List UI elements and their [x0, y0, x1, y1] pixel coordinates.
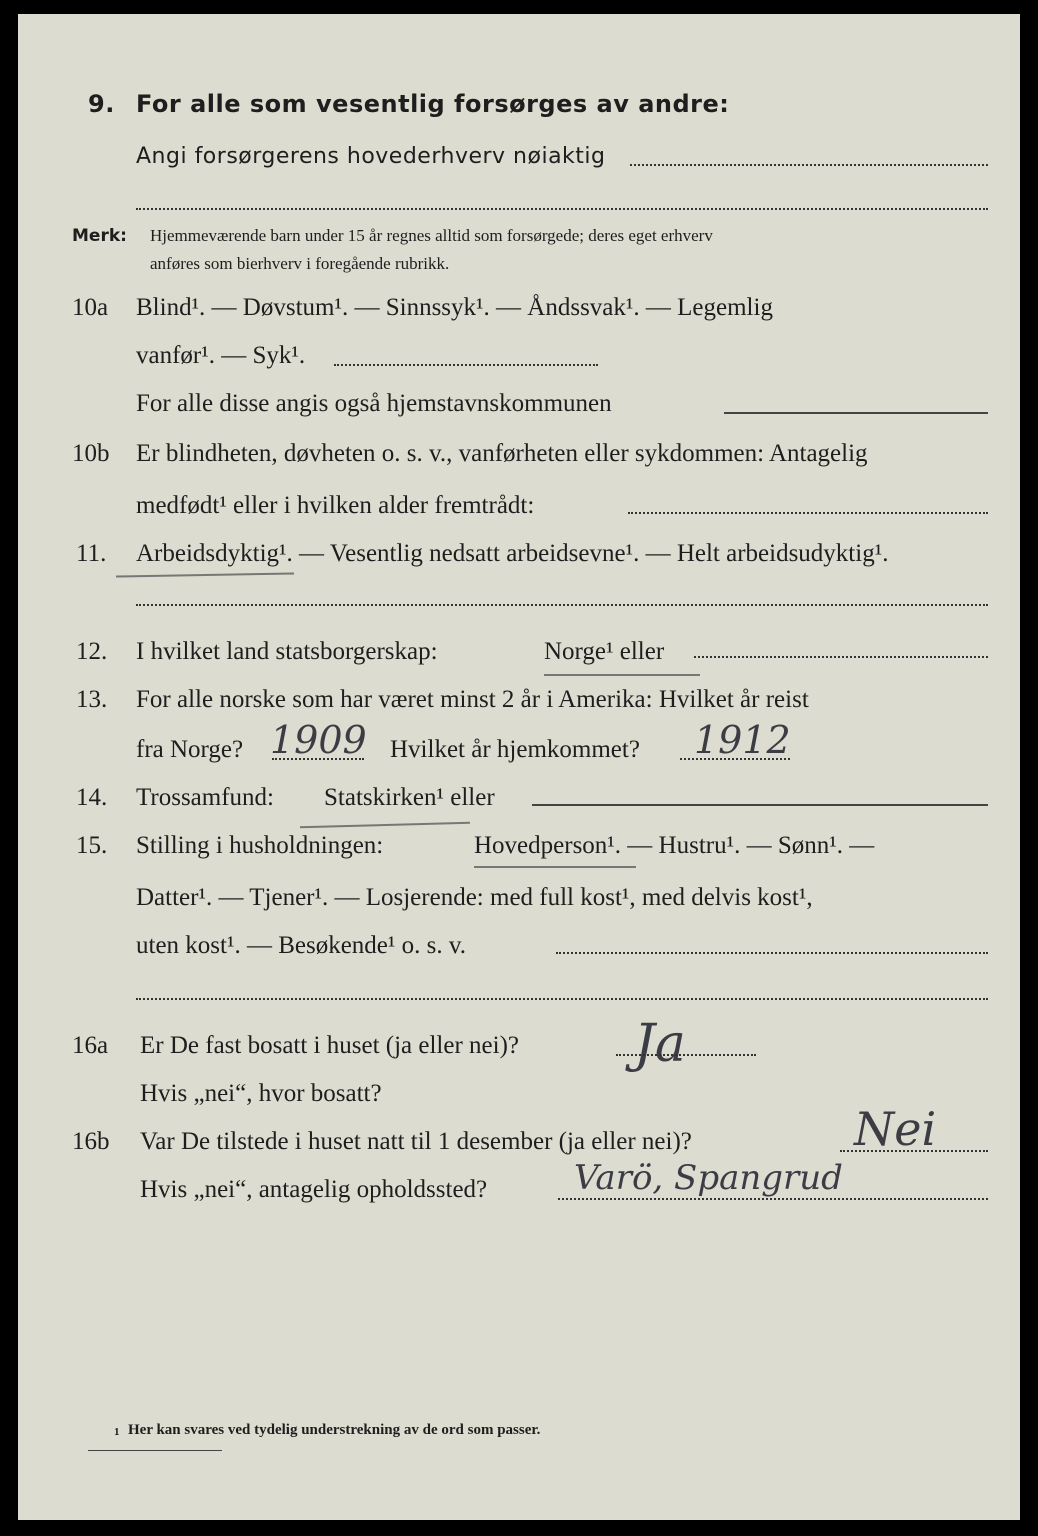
q13-departure-label: fra Norge? [136, 736, 244, 763]
q10a-options-line-2: vanfør¹. — Syk¹. [136, 342, 306, 369]
q15-answer-line[interactable] [556, 952, 988, 954]
q10a-sick-answer-line[interactable] [334, 364, 598, 366]
q9-title: For alle som vesentlig forsørges av andre: [136, 90, 730, 118]
q15-options-line-2: Datter¹. — Tjener¹. — Losjerende: med full kost¹, med delvis kost¹, [136, 884, 813, 911]
q12-question: I hvilket land statsborgerskap: [136, 638, 438, 665]
q16a-number: 16a [72, 1032, 109, 1059]
q9-number: 9. [88, 90, 115, 118]
q16a-answer-line[interactable] [616, 1054, 756, 1056]
q9-answer-line[interactable] [630, 164, 988, 166]
q12-number: 12. [76, 638, 108, 665]
census-form-page [18, 14, 1020, 1520]
q16b-answer-handwritten: Nei [854, 1102, 937, 1156]
q13-question-line-1: For alle norske som har været minst 2 år i Amerika: Hvilket år reist [136, 686, 809, 713]
q10b-number: 10b [72, 440, 110, 467]
q15-number: 15. [76, 832, 108, 859]
q9-provider-occupation-label: Angi forsørgerens hovederhverv nøiaktig [136, 144, 606, 169]
q10b-answer-line[interactable] [628, 512, 988, 514]
q10a-home-municipality-line[interactable] [724, 412, 988, 414]
q14-option: Statskirken¹ eller [324, 784, 495, 811]
q14-answer-line[interactable] [532, 804, 988, 806]
q11-answer-line[interactable] [136, 604, 988, 606]
q10a-number: 10a [72, 294, 109, 321]
q16b-answer-line[interactable] [840, 1150, 988, 1152]
q16b-location-line[interactable] [558, 1198, 988, 1200]
q14-label: Trossamfund: [136, 784, 274, 811]
q15-selection-underline [474, 866, 636, 868]
q12-option: Norge¹ eller [544, 638, 665, 665]
q15-answer-line-2[interactable] [136, 998, 988, 1000]
q16a-where-label: Hvis „nei“, hvor bosatt? [140, 1080, 382, 1107]
q12-answer-line[interactable] [694, 656, 988, 658]
q15-options-line-1: Hovedperson¹. — Hustru¹. — Sønn¹. — [474, 832, 875, 859]
q16a-question: Er De fast bosatt i huset (ja eller nei)? [140, 1032, 520, 1059]
q9-answer-line-2[interactable] [136, 208, 988, 210]
q14-number: 14. [76, 784, 108, 811]
q11-number: 11. [76, 540, 107, 567]
q11-selection-underline [116, 572, 294, 577]
q16b-location-handwritten: Varö, Spangrud [574, 1158, 843, 1198]
q10a-home-municipality-label: For alle disse angis også hjemstavnskommunen [136, 390, 612, 417]
q10b-question-line-2: medfødt¹ eller i hvilken alder fremtrådt: [136, 492, 535, 519]
q13-number: 13. [76, 686, 108, 713]
q10a-options-line-1: Blind¹. — Døvstum¹. — Sinnssyk¹. — Åndssvak¹. — Legemlig [136, 294, 773, 321]
footnote-rule [88, 1450, 222, 1451]
q16b-location-label: Hvis „nei“, antagelig opholdssted? [140, 1176, 488, 1203]
note-text-line-2: anføres som bierhverv i foregående rubrikk. [150, 254, 450, 273]
q14-selection-underline [300, 822, 470, 828]
q13-departure-line[interactable] [272, 758, 364, 760]
q16b-question: Var De tilstede i huset natt til 1 desember (ja eller nei)? [140, 1128, 692, 1155]
q13-return-line[interactable] [680, 758, 790, 760]
footnote-mark: 1 [114, 1426, 120, 1438]
q16b-number: 16b [72, 1128, 110, 1155]
q13-return-year-handwritten: 1912 [694, 718, 791, 762]
q12-selection-underline [544, 674, 700, 676]
q10b-question-line-1: Er blindheten, døvheten o. s. v., vanførheten eller sykdommen: Antagelig [136, 440, 868, 467]
q15-options-line-3: uten kost¹. — Besøkende¹ o. s. v. [136, 932, 467, 959]
q16a-answer-handwritten: Ja [634, 1014, 686, 1074]
q15-label: Stilling i husholdningen: [136, 832, 384, 859]
q11-options: Arbeidsdyktig¹. — Vesentlig nedsatt arbeidsevne¹. — Helt arbeidsudyktig¹. [136, 540, 889, 567]
note-text-line-1: Hjemmeværende barn under 15 år regnes alltid som forsørgede; deres eget erhverv [150, 226, 713, 245]
note-label: Merk: [72, 226, 127, 246]
footnote-text: Her kan svares ved tydelig understrekning av de ord som passer. [128, 1422, 541, 1438]
q13-return-label: Hvilket år hjemkommet? [390, 736, 640, 763]
q13-departure-year-handwritten: 1909 [270, 718, 367, 762]
